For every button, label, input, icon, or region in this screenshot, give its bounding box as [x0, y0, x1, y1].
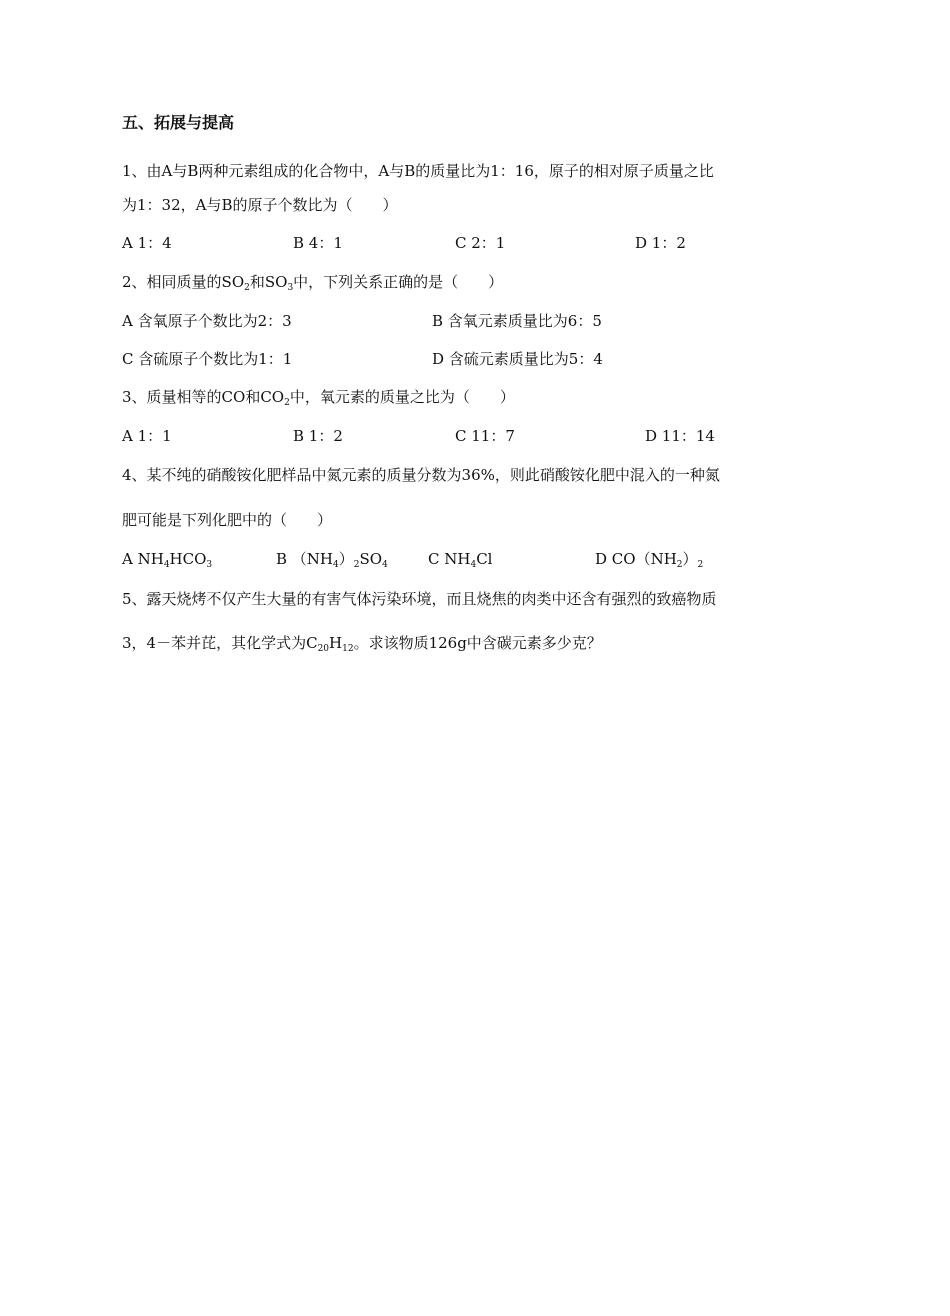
question-4-option-a: A $NH_4HCO_3$: [122, 550, 213, 570]
question-1-option-b: B 4：1: [293, 234, 343, 252]
question-4-line-2: 肥可能是下列化肥中的（ ）: [122, 511, 333, 529]
question-5-line-1: 5、露天烧烤不仅产生大量的有害气体污染环境，而且烧焦的肉类中还含有强烈的致癌物质: [122, 590, 717, 608]
question-2-option-b: B 含氧元素质量比为6：5: [432, 312, 602, 330]
section-title: 五、拓展与提高: [122, 113, 235, 132]
question-5-line-2: 3，4－苯并芘，其化学式为$C_{20}H_{12}$。求该物质126g中含碳元素多少克？: [122, 634, 602, 654]
question-3-stem: 3、质量相等的CO和$CO_2$中，氧元素的质量之比为（ ）: [122, 388, 515, 408]
question-1-option-d: D 1：2: [635, 234, 686, 252]
question-2-stem: 2、相同质量的$SO_2$和$SO_3$中，下列关系正确的是（ ）: [122, 273, 504, 293]
question-2-option-c: C 含硫原子个数比为1：1: [122, 350, 293, 368]
question-2-option-a: A 含氧原子个数比为2：3: [122, 312, 292, 330]
question-4-option-c: C $NH_4Cl$: [428, 550, 493, 570]
question-1-option-c: C 2：1: [455, 234, 506, 252]
question-1-line-2: 为1：32，A与B的原子个数比为（ ）: [122, 196, 398, 214]
question-4-option-d: D $CO(NH_2)_2$: [595, 550, 704, 570]
question-3-option-c: C 11：7: [455, 427, 515, 445]
question-3-option-a: A 1：1: [122, 427, 172, 445]
question-2-option-d: D 含硫元素质量比为5：4: [432, 350, 603, 368]
question-1-option-a: A 1：4: [122, 234, 172, 252]
question-3-option-d: D 11：14: [645, 427, 715, 445]
question-1-line-1: 1、由A与B两种元素组成的化合物中，A与B的质量比为1：16，原子的相对原子质量之比: [122, 162, 714, 180]
question-3-option-b: B 1：2: [293, 427, 343, 445]
question-4-line-1: 4、某不纯的硝酸铵化肥样品中氮元素的质量分数为36%，则此硝酸铵化肥中混入的一种氮: [122, 466, 720, 484]
question-4-option-b: B $(NH_4)_2SO_4$: [276, 550, 388, 570]
